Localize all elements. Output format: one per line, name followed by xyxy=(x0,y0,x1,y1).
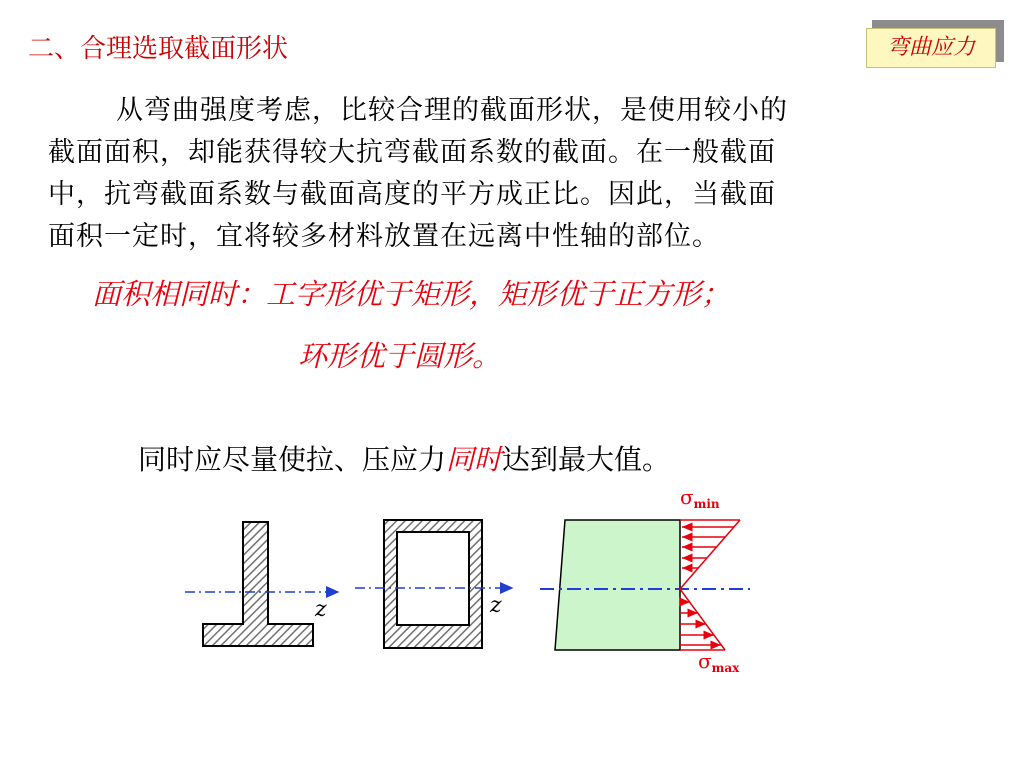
box-section-shape xyxy=(384,520,482,648)
body-line: 截面面积，却能获得较大抗弯截面系数的截面。在一般截面 xyxy=(48,137,776,168)
body-line: 面积一定时，宜将较多材料放置在远离中性轴的部位。 xyxy=(48,221,720,252)
note-emphasis: 同时 xyxy=(446,443,503,476)
slide-title: 二、合理选取截面形状 xyxy=(28,34,289,64)
body-line: 从弯曲强度考虑，比较合理的截面形状，是使用较小的 xyxy=(116,95,788,126)
highlight-line-2: 环形优于圆形。 xyxy=(298,339,502,373)
beam-segment xyxy=(555,520,680,650)
t-section-shape xyxy=(203,522,313,646)
t-section-figure xyxy=(185,522,338,646)
note-pre: 同时应尽量使拉、压应力 xyxy=(138,443,447,476)
box-section-figure xyxy=(355,520,512,648)
stress-distribution-figure xyxy=(540,485,750,675)
sigma-max-label: $\sigma_{max}$ xyxy=(698,649,740,675)
highlight-line-1: 面积相同时：工字形优于矩形，矩形优于正方形； xyxy=(92,277,731,311)
badge-label: 弯曲应力 xyxy=(866,28,996,68)
body-line: 中，抗弯截面系数与截面高度的平方成正比。因此，当截面 xyxy=(48,179,776,210)
axis-label-z-1: z xyxy=(315,597,327,622)
axis-label-z-2: z xyxy=(490,593,502,618)
stress-diagram xyxy=(680,520,740,650)
sigma-min-label: $\sigma_{min}$ xyxy=(680,485,720,511)
note-post: 达到最大值。 xyxy=(502,443,671,476)
